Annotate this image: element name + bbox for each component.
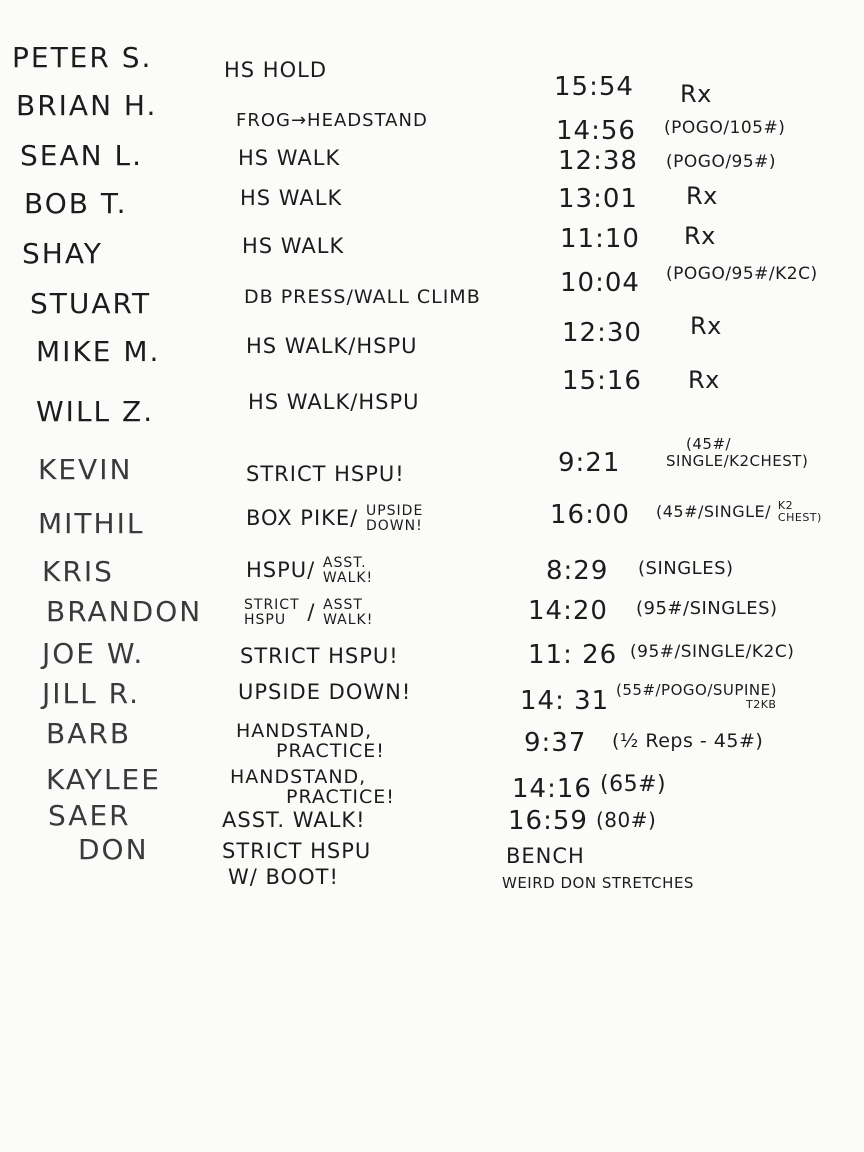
- movement-line: ASST: [323, 597, 363, 613]
- athlete-name: STUART: [30, 287, 152, 320]
- movement: HS WALK/HSPU: [248, 390, 420, 414]
- movement: ASST. WALK!: [222, 808, 366, 832]
- movement: STRICT HSPU!: [246, 462, 405, 486]
- workout-time: 16:00: [550, 500, 630, 530]
- movement: HS WALK: [238, 146, 341, 170]
- movement-stacked: [323, 598, 373, 627]
- movement-line: PRACTICE!: [286, 785, 395, 808]
- scaling-note: (POGO/95#): [666, 152, 777, 172]
- workout-time: 14:56: [556, 116, 636, 146]
- athlete-name: WILL Z.: [36, 395, 155, 428]
- movement: HS WALK: [242, 234, 345, 258]
- scaling-note: (95#/SINGLES): [636, 598, 778, 619]
- movement: DB PRESS/WALL CLIMB: [244, 286, 481, 308]
- athlete-name: KAYLEE: [46, 763, 161, 796]
- athlete-name: BOB T.: [24, 187, 128, 220]
- athlete-name: SHAY: [22, 237, 103, 270]
- athlete-name: BARB: [46, 717, 132, 750]
- movement-line: HANDSTAND,: [236, 720, 373, 742]
- movement: [246, 556, 373, 585]
- movement-stacked: [244, 598, 300, 627]
- movement-main: BOX PIKE/: [246, 506, 359, 531]
- movement-line: ASST.: [322, 555, 367, 571]
- movement-line: STRICT: [244, 597, 300, 613]
- workout-time: 8:29: [546, 556, 609, 586]
- movement-line: WALK!: [323, 611, 374, 628]
- scaling-note: [656, 500, 822, 523]
- workout-time: 15:16: [562, 366, 642, 396]
- movement-line: DOWN!: [365, 517, 423, 534]
- movement-stacked: [230, 768, 395, 808]
- bench-note: BENCH: [506, 844, 585, 868]
- athlete-name: BRIAN H.: [16, 89, 158, 122]
- scaling-note: (SINGLES): [638, 558, 734, 579]
- movement-stacked: [366, 504, 423, 533]
- workout-time: 9:37: [524, 728, 587, 758]
- workout-time: 10:04: [560, 268, 640, 298]
- movement-line: PRACTICE!: [276, 739, 385, 762]
- athlete-name: KEVIN: [38, 453, 133, 486]
- scaling-note: Rx: [688, 366, 720, 394]
- workout-time: 12:38: [558, 146, 638, 176]
- movement-line: HSPU: [244, 611, 287, 628]
- movement-line: UPSIDE: [365, 503, 424, 519]
- movement-stacked: [236, 722, 385, 762]
- workout-time: 14:20: [528, 596, 608, 626]
- scaling-note: [666, 436, 808, 469]
- movement: HS WALK/HSPU: [246, 334, 418, 358]
- athlete-name: DON: [78, 833, 149, 866]
- movement: [244, 598, 373, 627]
- scaling-main: (45#/SINGLE/: [656, 501, 772, 521]
- movement: UPSIDE DOWN!: [238, 680, 412, 704]
- movement: FROG→HEADSTAND: [236, 110, 428, 131]
- workout-time: 14: 31: [520, 686, 610, 716]
- workout-time: 9:21: [558, 448, 621, 478]
- scaling-stacked: [666, 436, 808, 469]
- athlete-name: MITHIL: [38, 507, 145, 540]
- scaling-note: Rx: [684, 222, 716, 250]
- athlete-name: KRIS: [42, 555, 114, 588]
- scaling-note: Rx: [686, 182, 718, 210]
- workout-time: 11: 26: [528, 640, 618, 670]
- scaling-note: [616, 682, 777, 711]
- scaling-line: (55#/POGO/SUPINE): [616, 681, 777, 699]
- workout-time: 16:59: [508, 806, 588, 836]
- scaling-note: Rx: [690, 312, 722, 340]
- scaling-note: (POGO/95#/K2C): [666, 264, 818, 284]
- movement-line: STRICT HSPU: [222, 839, 372, 863]
- movement-line: W/ BOOT!: [228, 865, 339, 890]
- athlete-name: BRANDON: [46, 595, 203, 628]
- workout-time: 12:30: [562, 318, 642, 348]
- movement-stacked: [222, 838, 371, 891]
- movement: [236, 722, 385, 762]
- scaling-note: (65#): [600, 772, 667, 797]
- scaling-line: (45#/: [686, 435, 732, 453]
- movement: HS HOLD: [224, 58, 327, 82]
- athlete-name: SAER: [48, 799, 131, 832]
- movement-main: HSPU/: [246, 558, 316, 583]
- athlete-name: JOE W.: [42, 637, 145, 670]
- scaling-note: (POGO/105#): [664, 118, 786, 138]
- scaling-line: SINGLE/K2CHEST): [666, 451, 809, 470]
- workout-time: 13:01: [558, 184, 638, 214]
- movement: HS WALK: [240, 186, 343, 210]
- athlete-name: MIKE M.: [36, 335, 161, 368]
- scaling-note: (95#/SINGLE/K2C): [630, 642, 795, 662]
- scaling-stacked: [616, 682, 777, 711]
- stretch-note: WEIRD DON STRETCHES: [502, 874, 694, 892]
- movement: [246, 504, 423, 533]
- movement-line: WALK!: [322, 569, 374, 586]
- movement-main: /: [307, 600, 316, 625]
- scaling-stacked: [778, 500, 822, 523]
- movement: STRICT HSPU!: [240, 644, 399, 668]
- scaling-line: K2: [777, 499, 794, 512]
- athlete-name: SEAN L.: [20, 139, 143, 172]
- scaling-line: T2KB: [746, 697, 777, 711]
- workout-time: 14:16: [512, 774, 592, 804]
- scaling-note: (½ Reps - 45#): [612, 730, 764, 752]
- workout-time: 11:10: [560, 224, 640, 254]
- athlete-name: JILL R.: [42, 677, 140, 710]
- movement-stacked: [323, 556, 373, 585]
- movement: [230, 768, 395, 808]
- workout-time: 15:54: [554, 72, 634, 102]
- movement: [222, 838, 371, 891]
- scaling-note: Rx: [680, 80, 712, 108]
- athlete-name: PETER S.: [12, 41, 153, 74]
- movement-line: HANDSTAND,: [230, 766, 367, 788]
- scaling-note: (80#): [596, 808, 657, 832]
- scaling-line: CHEST): [777, 510, 822, 524]
